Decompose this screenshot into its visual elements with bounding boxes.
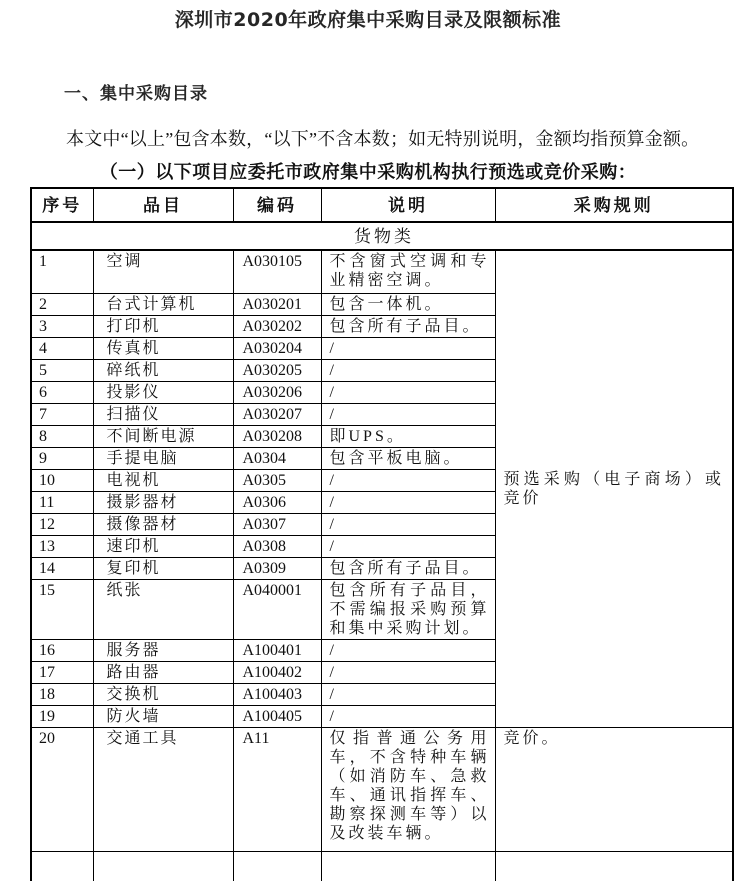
item-code-cell: A030202 bbox=[233, 315, 321, 337]
row-number-cell: 2 bbox=[31, 293, 93, 315]
item-name-cell: 防火墙 bbox=[93, 705, 233, 727]
row-number-cell: 15 bbox=[31, 579, 93, 639]
description-cell: / bbox=[321, 469, 495, 491]
item-name-cell: 打印机 bbox=[93, 315, 233, 337]
row-number-cell: 13 bbox=[31, 535, 93, 557]
item-code-cell: A11 bbox=[233, 727, 321, 851]
procurement-table bbox=[30, 187, 734, 881]
description-cell: / bbox=[321, 381, 495, 403]
item-name-cell: 电视机 bbox=[93, 469, 233, 491]
item-name-cell: 服务器 bbox=[93, 639, 233, 661]
item-code-cell: A100402 bbox=[233, 661, 321, 683]
column-header: 序号 bbox=[31, 188, 93, 222]
row-number-cell: 16 bbox=[31, 639, 93, 661]
item-code-cell: A0307 bbox=[233, 513, 321, 535]
item-code-cell: A0309 bbox=[233, 557, 321, 579]
row-number-cell: 19 bbox=[31, 705, 93, 727]
column-header: 编码 bbox=[233, 188, 321, 222]
category-label: 货物类 bbox=[31, 222, 733, 250]
row-number-cell: 5 bbox=[31, 359, 93, 381]
item-name-cell: 速印机 bbox=[93, 535, 233, 557]
merged-rule-cell: 预选采购（电子商场）或竞价 bbox=[495, 250, 733, 727]
description-cell: 包含所有子品目，不需编报采购预算和集中采购计划。 bbox=[321, 579, 495, 639]
category-row bbox=[31, 222, 733, 250]
item-code-cell: A030105 bbox=[233, 250, 321, 293]
row-number-cell: 11 bbox=[31, 491, 93, 513]
row-number-cell: 8 bbox=[31, 425, 93, 447]
item-code-cell: A030208 bbox=[233, 425, 321, 447]
item-code-cell: A0305 bbox=[233, 469, 321, 491]
description-cell: 仅指普通公务用车，不含特种车辆（如消防车、急救车、通讯指挥车、勘察探测车等）以及改装车辆。 bbox=[321, 727, 495, 851]
item-name-cell: 不间断电源 bbox=[93, 425, 233, 447]
item-name-cell: 摄影器材 bbox=[93, 491, 233, 513]
description-cell: / bbox=[321, 491, 495, 513]
item-name-cell: 摄像器材 bbox=[93, 513, 233, 535]
description-cell: / bbox=[321, 683, 495, 705]
item-code-cell: A040001 bbox=[233, 579, 321, 639]
item-code-cell: A030206 bbox=[233, 381, 321, 403]
row-number-cell: 7 bbox=[31, 403, 93, 425]
row-number-cell: 6 bbox=[31, 381, 93, 403]
item-code-cell: A030204 bbox=[233, 337, 321, 359]
empty-cell bbox=[31, 851, 93, 881]
item-name-cell: 传真机 bbox=[93, 337, 233, 359]
subsection-heading: （一）以下项目应委托市政府集中采购机构执行预选或竞价采购： bbox=[99, 162, 637, 182]
row-number-cell: 9 bbox=[31, 447, 93, 469]
row-number-cell: 10 bbox=[31, 469, 93, 491]
column-header: 采购规则 bbox=[495, 188, 733, 222]
row-number-cell: 20 bbox=[31, 727, 93, 851]
item-code-cell: A0308 bbox=[233, 535, 321, 557]
item-code-cell: A100401 bbox=[233, 639, 321, 661]
empty-cell bbox=[93, 851, 233, 881]
item-name-cell: 路由器 bbox=[93, 661, 233, 683]
item-name-cell: 交通工具 bbox=[93, 727, 233, 851]
table-row bbox=[31, 250, 733, 293]
item-name-cell: 台式计算机 bbox=[93, 293, 233, 315]
empty-cell bbox=[233, 851, 321, 881]
row-number-cell: 18 bbox=[31, 683, 93, 705]
item-name-cell: 投影仪 bbox=[93, 381, 233, 403]
table-row bbox=[31, 727, 733, 851]
description-cell: / bbox=[321, 661, 495, 683]
row-number-cell: 3 bbox=[31, 315, 93, 337]
description-cell: 包含所有子品目。 bbox=[321, 557, 495, 579]
description-cell: 包含平板电脑。 bbox=[321, 447, 495, 469]
item-name-cell: 纸张 bbox=[93, 579, 233, 639]
item-name-cell: 手提电脑 bbox=[93, 447, 233, 469]
description-cell: / bbox=[321, 513, 495, 535]
table-header-row bbox=[31, 188, 733, 222]
item-code-cell: A100405 bbox=[233, 705, 321, 727]
item-name-cell: 碎纸机 bbox=[93, 359, 233, 381]
item-code-cell: A100403 bbox=[233, 683, 321, 705]
item-code-cell: A0306 bbox=[233, 491, 321, 513]
description-cell: 包含所有子品目。 bbox=[321, 315, 495, 337]
column-header: 品目 bbox=[93, 188, 233, 222]
description-cell: / bbox=[321, 403, 495, 425]
empty-cell bbox=[321, 851, 495, 881]
intro-paragraph: 本文中“以上”包含本数，“以下”不含本数；如无特别说明，金额均指预算金额。 bbox=[66, 129, 700, 149]
column-header: 说明 bbox=[321, 188, 495, 222]
description-cell: / bbox=[321, 359, 495, 381]
description-cell: / bbox=[321, 337, 495, 359]
item-name-cell: 扫描仪 bbox=[93, 403, 233, 425]
description-cell: / bbox=[321, 535, 495, 557]
description-cell: 不含窗式空调和专业精密空调。 bbox=[321, 250, 495, 293]
description-cell: 即UPS。 bbox=[321, 425, 495, 447]
item-code-cell: A030201 bbox=[233, 293, 321, 315]
row-number-cell: 12 bbox=[31, 513, 93, 535]
item-code-cell: A030205 bbox=[233, 359, 321, 381]
description-cell: / bbox=[321, 639, 495, 661]
item-code-cell: A0304 bbox=[233, 447, 321, 469]
page-title: 深圳市2020年政府集中采购目录及限额标准 bbox=[174, 9, 562, 31]
item-name-cell: 复印机 bbox=[93, 557, 233, 579]
item-name-cell: 交换机 bbox=[93, 683, 233, 705]
row-number-cell: 14 bbox=[31, 557, 93, 579]
description-cell: / bbox=[321, 705, 495, 727]
section-heading: 一、集中采购目录 bbox=[64, 84, 208, 104]
rule-cell: 竞价。 bbox=[495, 727, 733, 851]
row-number-cell: 17 bbox=[31, 661, 93, 683]
row-number-cell: 1 bbox=[31, 250, 93, 293]
description-cell: 包含一体机。 bbox=[321, 293, 495, 315]
item-name-cell: 空调 bbox=[93, 250, 233, 293]
table-row-partial bbox=[31, 851, 733, 881]
item-code-cell: A030207 bbox=[233, 403, 321, 425]
table-body bbox=[31, 222, 733, 881]
empty-cell bbox=[495, 851, 733, 881]
row-number-cell: 4 bbox=[31, 337, 93, 359]
